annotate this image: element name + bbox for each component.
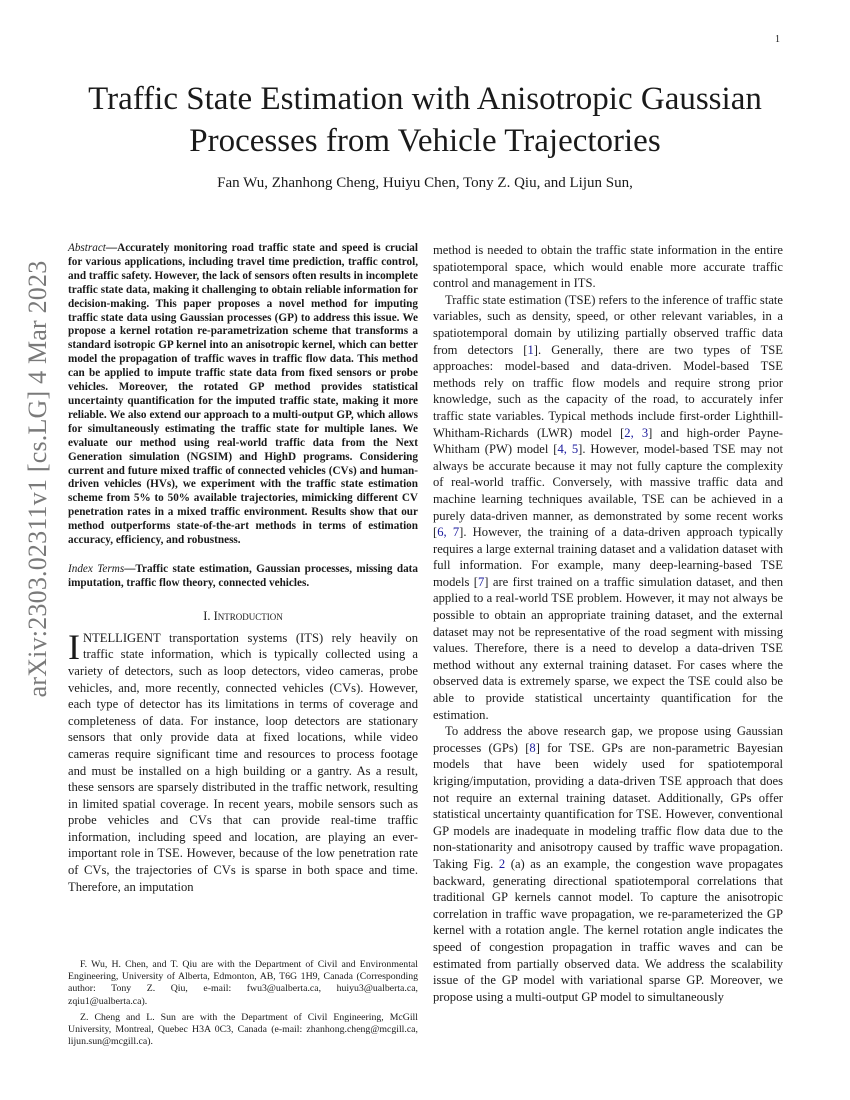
drop-cap-letter: I [68, 626, 80, 667]
author-list: Fan Wu, Zhanhong Cheng, Huiyu Chen, Tony Z. Qiu, and Lijun Sun, [217, 175, 633, 191]
citation-link[interactable]: 7 [477, 574, 485, 589]
intro-paragraph-1 [68, 626, 418, 896]
text-run: (a) as an example, the congestion wave propagates backward, generating directional spatiotemporal correlations that traditional GP kernels cannot model. To capture the anisotropic correlation in traffic wave propagation, we re-parameterized the GP kernel with a rotation angle. The kernel rotation angle indicates the speed of congestion propagation in traffic waves and can be estimated from partially observed data. We address the scalability issue of the GP model with variational sparse GP. Moreover, we propose using a multi-output GP model to simultaneously [433, 856, 783, 1004]
citation-link[interactable]: 4, 5 [557, 442, 579, 457]
paper-title: Traffic State Estimation with Anisotropic Gaussian Processes from Vehicle Trajectories [88, 81, 762, 159]
text-run: ]. Generally, there are two types of TSE approaches: model-based and data-driven. Model-based TSE methods rely on traffic flow models and require strong prior knowledge, such as the capacity of the road, to accurately infer traffic state variables. Typical methods include first-order Lighthill-Whitham-Richards (LWR) model [ [433, 342, 783, 440]
figure-reference-link[interactable]: 2 [498, 856, 506, 871]
right-column [433, 242, 783, 1005]
text-run: ] and high-order Payne-Whitham (PW) model [ [433, 425, 783, 457]
arxiv-identifier-stamp [20, 260, 56, 698]
research-gap-paragraph [433, 723, 783, 1005]
text-run: ]. However, model-based TSE may not always be accurate because it may not fully capture the complexity of real-world traffic. Conversely, with massive traffic data and machine learning techniques available, TSE can be achieved in a purely data-driven manner, as demonstrated by some recent works [ [433, 442, 783, 540]
abstract-text: —Accurately monitoring road traffic state and speed is crucial for various applications, including travel time prediction, traffic control, and traffic safety. However, the lack of sensors often results in incomplete traffic state data, making it challenging to obtain reliable information for decision-making. This paper proposes a novel method for imputing traffic state data using Gaussian processes (GP) to address this issue. We propose a kernel rotation re-parametrization scheme that transforms a standard isotropic GP kernel into an anisotropic kernel, which can better model the propagation of traffic waves in traffic flow data. This method can be applied to impute traffic state data from fixed sensors or probe vehicles. Moreover, the rotated GP method provides statistical uncertainty quantification for the imputed traffic state, making it more reliable. We also extend our approach to a multi-output GP, which allows for simultaneously estimating the traffic state for multiple lanes. We evaluate our method using real-world traffic data from the Next Generation simulation (NGSIM) and HighD programs. Considering current and future mixed traffic of connected vehicles (CVs) and human-driven vehicles (HVs), we experiment with the traffic state estimation scheme from 5% to 50% available trajectories, mimicking different CV penetration rates in a mixed traffic environment. Results show that our method outperforms state-of-the-art methods in terms of estimation accuracy, efficiency, and robustness. [68, 242, 418, 547]
arxiv-identifier-text: arXiv:2303.02311v1 [cs.LG] 4 Mar 2023 [23, 260, 52, 698]
title-block [60, 78, 790, 192]
citation-link[interactable]: 6, 7 [437, 525, 460, 540]
footnote-affiliation-2: Z. Cheng and L. Sun are with the Department of Civil Engineering, McGill University, Montreal, Quebec H3A 0C3, Canada (e-mail: zhanhong.cheng@mcgill.ca, lijun.sun@mcgill.ca). [68, 1011, 418, 1048]
text-run: ] are first trained on a traffic simulation dataset, and then applied to a real-world TSE problem. However, it may not always be possible to obtain an appropriate training dataset, and the external dataset may not be representative of the road segment with missing values. Therefore, there is a need to develop a data-driven TSE method without any external training dataset. For cases where the observed data is extremely sparse, we expect the TSE could also be able to provide statistical uncertainty quantification for the estimation. [433, 574, 783, 722]
text-run: ]. However, the training of a data-driven approach typically requires a large external training dataset and a validation dataset with full information. For example, many deep-learning-based TSE models [ [433, 525, 783, 589]
abstract [68, 242, 418, 548]
index-terms-lead: Index Terms [68, 562, 125, 575]
lead-word: NTELLIGENT [83, 630, 161, 645]
citation-link[interactable]: 1 [527, 342, 534, 357]
text-run: ] for TSE. GPs are non-parametric Bayesian models that have been widely used for spatiotemporal kriging/imputation, providing a data-driven TSE approach that does not require an external training dataset. Additionally, GPs offer statistical uncertainty quantification for TSE. However, conventional GP models are inadequate in modeling traffic flow data due to the non-stationarity and anisotropy caused by traffic wave propagation. Taking Fig. [433, 740, 784, 871]
left-column [68, 242, 418, 895]
citation-link[interactable]: 8 [529, 740, 536, 755]
section-title: Introduction [213, 608, 283, 623]
section-number: I. [203, 608, 211, 623]
section-heading-introduction [68, 609, 418, 624]
abstract-lead: Abstract [68, 242, 106, 254]
intro-paragraph-1-text: transportation systems (ITS) rely heavily on traffic state information, which is typically collected using a variety of detectors, such as loop detectors, video cameras, probe vehicles, and, more recently, connected vehicles (CVs). However, each type of detector has its limitations in terms of coverage and completeness of data. For instance, loop detectors are stationary sensors that only provide data at fixed locations, while video cameras require significant time and resources to process footage and must be installed on a high building or a gantry. As a result, these sensors are sparsely distributed in the traffic network, resulting in limited spatial coverage. In recent years, mobile sensors such as probe vehicles and CVs that can provide real-time traffic information, including speed and location, are playing an ever-important role in TSE. However, because of the low penetration rate of CVs, the trajectories of CVs is sparse in both space and time. Therefore, an imputation [68, 630, 418, 894]
tse-paragraph [433, 292, 783, 723]
citation-link[interactable]: 2, 3 [624, 425, 649, 440]
page-number: 1 [775, 34, 780, 45]
index-terms-text: —Traffic state estimation, Gaussian processes, missing data imputation, traffic flow theory, connected vehicles. [68, 562, 418, 589]
footnote-affiliation-1: F. Wu, H. Chen, and T. Qiu are with the Department of Civil and Environmental Engineering, University of Alberta, Edmonton, AB, T6G 1H9, Canada (Corresponding author: Tony Z. Qiu, e-mail: fwu3@ualberta.ca, huiyu3@ualberta.ca, zqiu1@ualberta.ca). [68, 959, 418, 1007]
index-terms [68, 563, 418, 591]
continuation-paragraph: method is needed to obtain the traffic state information in the entire spatiotemporal space, which would enable more accurate traffic control and management in ITS. [433, 243, 783, 291]
text-run: To address the above research gap, we propose using Gaussian processes (GPs) [ [433, 724, 783, 755]
footnotes [68, 959, 418, 1052]
text-run: Traffic state estimation (TSE) refers to the inference of traffic state variables, such as density, speed, or other relevant variables, in a spatiotemporal domain by utilizing partially observed traffic data from detectors [ [433, 292, 783, 357]
